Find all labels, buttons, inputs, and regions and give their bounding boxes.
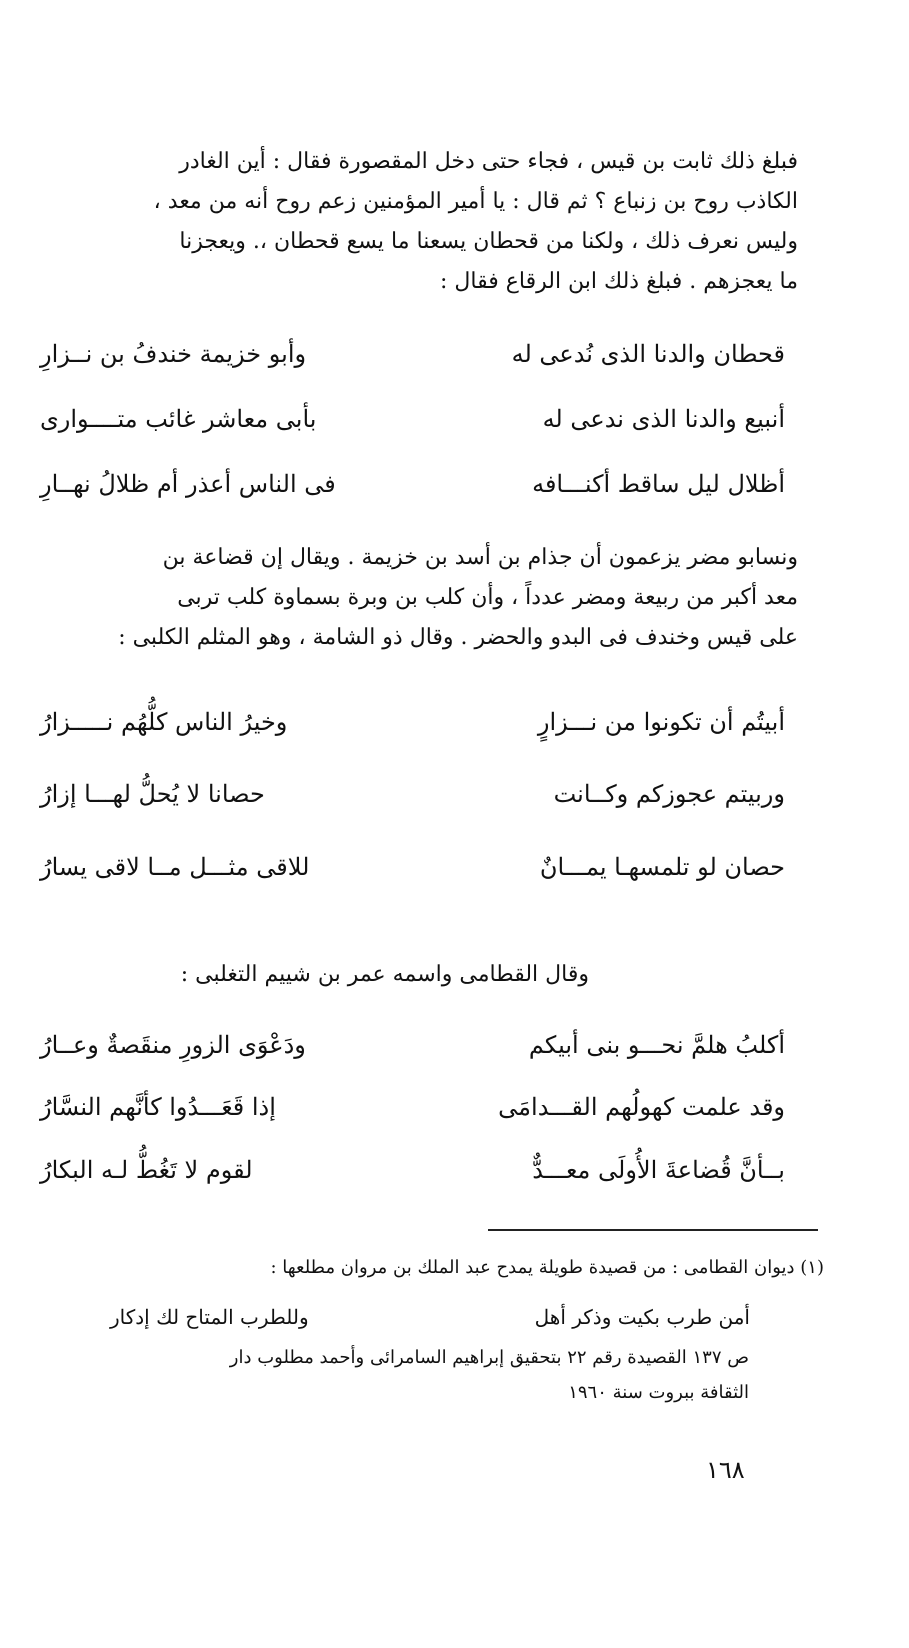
verse-second-hemistich: حصانا لا يُحلُّ لهـــا إزارُ <box>40 780 265 808</box>
poem-2-verse-3 <box>40 845 785 889</box>
footnote-line-1: (١) ديوان القطامى : من قصيدة طويلة يمدح عبد الملك بن مروان مطلعها : <box>270 1257 824 1278</box>
verse-second-hemistich: بأبى معاشر غائب متــــوارى <box>40 405 317 433</box>
verse-second-hemistich: فى الناس أعذر أم ظلالُ نهــارِ <box>40 470 336 498</box>
verse-first-hemistich: بــأنَّ قُضاعةَ الأُولَى معـــدٌّ <box>532 1156 785 1184</box>
prose-line: فبلغ ذلك ثابت بن قيس ، فجاء حتى دخل المقصورة فقال : أين الغادر <box>179 149 798 174</box>
footnote-line-3: ص ١٣٧ القصيدة رقم ٢٢ بتحقيق إبراهيم السامرائى وأحمد مطلوب دار <box>229 1347 749 1368</box>
verse-second-hemistich: ودَعْوَى الزورِ منقَصةٌ وعــارُ <box>40 1031 306 1059</box>
poem-2-verse-2 <box>40 772 785 816</box>
poem-3-verse-1 <box>40 1023 785 1067</box>
verse-second-hemistich: وأبو خزيمة خندفُ بن نــزارِ <box>40 340 307 368</box>
poem-3-intro: وقال القطامى واسمه عمر بن شييم التغلبى : <box>180 962 589 987</box>
prose-line: ونسابو مضر يزعمون أن جذام بن أسد بن خزيمة . ويقال إن قضاعة بن <box>162 545 798 570</box>
prose-line: الكاذب روح بن زنباع ؟ ثم قال : يا أمير المؤمنين زعم روح أنه من معد ، <box>153 189 798 214</box>
prose-paragraph-2 <box>28 538 798 658</box>
verse-first-hemistich: وربيتم عجوزكم وكــانت <box>553 780 785 808</box>
prose-line: على قيس وخندف فى البدو والحضر . وقال ذو الشامة ، وهو المثلم الكلبى : <box>118 625 798 650</box>
poem-3-verse-3 <box>40 1148 785 1192</box>
verse-first-hemistich: أمن طرب بكيت وذكر أهل <box>534 1305 750 1329</box>
footnote-line-4: الثقافة ببروت سنة ١٩٦٠ <box>568 1382 749 1403</box>
poem-1-verse-3 <box>40 462 785 506</box>
verse-first-hemistich: أكلبُ هلمَّ نحـــو بنى أبيكم <box>528 1031 785 1059</box>
verse-second-hemistich: لقوم لا تَغُطُّ لـه البكارُ <box>40 1156 253 1184</box>
page-number: ١٦٨ <box>706 1456 745 1484</box>
poem-1-verse-1 <box>40 332 785 376</box>
verse-second-hemistich: وخيرُ الناس كلُّهُم نـــــزارُ <box>40 708 288 736</box>
verse-first-hemistich: وقد علمت كهولُهم القـــدامَى <box>498 1093 785 1121</box>
footnote-separator <box>488 1229 818 1231</box>
verse-first-hemistich: أنبيع والدنا الذى ندعى له <box>542 405 785 433</box>
poem-3-verse-2 <box>40 1085 785 1129</box>
poem-2-verse-1 <box>40 700 785 744</box>
prose-paragraph-1 <box>28 142 798 302</box>
prose-line: ما يعجزهم . فبلغ ذلك ابن الرقاع فقال : <box>440 269 798 294</box>
verse-first-hemistich: حصان لو تلمسهـا يمـــانٌ <box>539 853 785 881</box>
verse-first-hemistich: أبيتُم أن تكونوا من نـــزارٍ <box>537 708 785 736</box>
verse-first-hemistich: أظلال ليل ساقط أكنـــافه <box>532 470 785 498</box>
verse-second-hemistich: إذا قَعَـــدُوا كأنَّهم النسَّارُ <box>40 1093 276 1121</box>
footnote-verse <box>110 1300 750 1334</box>
prose-line: معد أكبر من ربيعة ومضر عدداً ، وأن كلب بن وبرة بسماوة كلب تربى <box>177 585 798 610</box>
verse-second-hemistich: للاقى مثـــل مــا لاقى يسارُ <box>40 853 310 881</box>
verse-first-hemistich: قحطان والدنا الذى نُدعى له <box>511 340 785 368</box>
poem-1-verse-2 <box>40 397 785 441</box>
prose-line: وليس نعرف ذلك ، ولكنا من قحطان يسعنا ما يسع قحطان ،. ويعجزنا <box>179 229 798 254</box>
verse-second-hemistich: وللطرب المتاح لك إدكار <box>110 1305 309 1329</box>
